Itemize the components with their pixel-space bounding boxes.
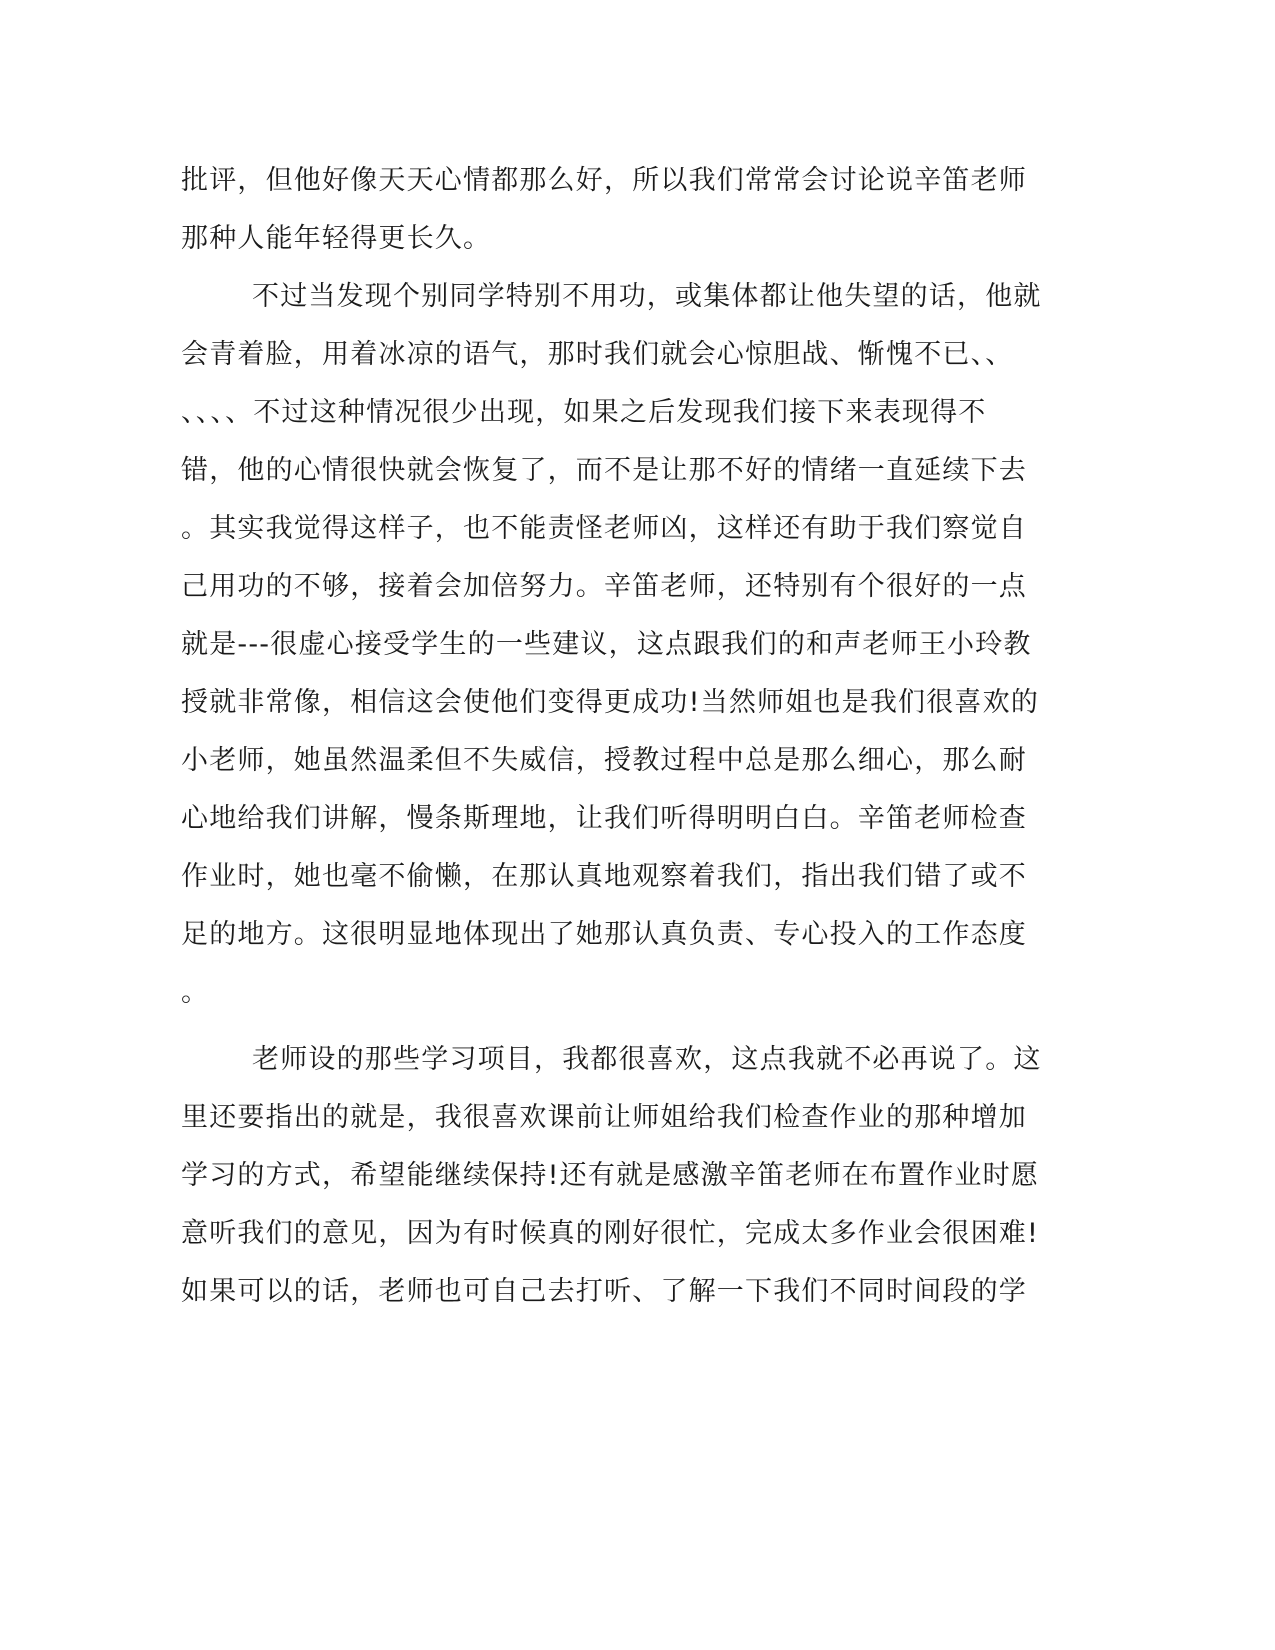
text-line: 足的地方。这很明显地体现出了她那认真负责、专心投入的工作态度	[181, 919, 1027, 950]
text-line: 会青着脸，用着冰凉的语气，那时我们就会心惊胆战、惭愧不已、、	[181, 339, 1014, 370]
text-line: 。其实我觉得这样子，也不能责怪老师凶，这样还有助于我们察觉自	[181, 513, 1027, 544]
text-line: 作业时，她也毫不偷懒，在那认真地观察着我们，指出我们错了或不	[181, 861, 1027, 892]
text-line: 。	[181, 977, 210, 1008]
text-line: 己用功的不够，接着会加倍努力。辛笛老师，还特别有个很好的一点	[181, 571, 1027, 602]
text-line: 如果可以的话，老师也可自己去打听、了解一下我们不同时间段的学	[181, 1276, 1027, 1307]
text-line: 学习的方式，希望能继续保持!还有就是感激辛笛老师在布置作业时愿	[181, 1160, 1040, 1191]
text-line: 、、、、不过这种情况很少出现，如果之后发现我们接下来表现得不	[181, 397, 987, 428]
text-line: 心地给我们讲解，慢条斯理地，让我们听得明明白白。辛笛老师检查	[181, 803, 1027, 834]
text-line: 批评，但他好像天天心情都那么好，所以我们常常会讨论说辛笛老师	[181, 165, 1027, 196]
text-line: 那种人能年轻得更长久。	[181, 223, 492, 254]
paragraph-first-line: 老师设的那些学习项目，我都很喜欢，这点我就不必再说了。这	[252, 1044, 1042, 1075]
text-line: 意听我们的意见，因为有时候真的刚好很忙，完成太多作业会很困难!	[181, 1218, 1040, 1249]
text-line: 授就非常像，相信这会使他们变得更成功!当然师姐也是我们很喜欢的	[181, 687, 1040, 718]
paragraph-first-line: 不过当发现个别同学特别不用功，或集体都让他失望的话，他就	[252, 281, 1042, 312]
text-line: 错，他的心情很快就会恢复了，而不是让那不好的情绪一直延续下去	[181, 455, 1027, 486]
text-line: 就是---很虚心接受学生的一些建议，这点跟我们的和声老师王小玲教	[181, 629, 1032, 660]
text-line: 小老师，她虽然温柔但不失威信，授教过程中总是那么细心，那么耐	[181, 745, 1027, 776]
text-line: 里还要指出的就是，我很喜欢课前让师姐给我们检查作业的那种增加	[181, 1102, 1027, 1133]
